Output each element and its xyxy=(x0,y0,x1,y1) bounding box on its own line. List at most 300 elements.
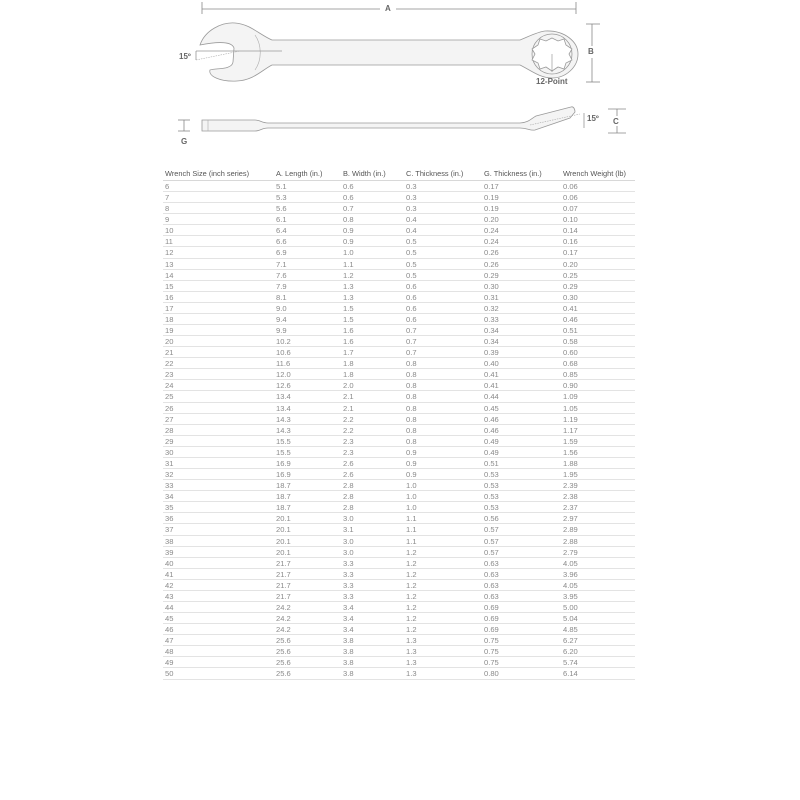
cell-g-thickness: 0.32 xyxy=(484,303,499,313)
dimension-label-a: A xyxy=(385,4,391,13)
cell-wrench-size: 40 xyxy=(165,558,174,568)
cell-wrench-size: 49 xyxy=(165,658,174,668)
cell-width: 2.2 xyxy=(343,414,354,424)
cell-weight: 2.89 xyxy=(563,525,578,535)
cell-length: 7.6 xyxy=(276,270,287,280)
cell-g-thickness: 0.26 xyxy=(484,259,499,269)
cell-length: 9.0 xyxy=(276,303,287,313)
cell-g-thickness: 0.45 xyxy=(484,403,499,413)
cell-wrench-size: 39 xyxy=(165,547,174,557)
cell-wrench-size: 35 xyxy=(165,503,174,513)
cell-width: 2.8 xyxy=(343,492,354,502)
table-row xyxy=(163,203,635,214)
cell-c-thickness: 0.8 xyxy=(406,414,417,424)
header-width: B. Width (in.) xyxy=(343,169,386,178)
cell-c-thickness: 1.2 xyxy=(406,602,417,612)
cell-width: 3.4 xyxy=(343,602,354,612)
table-row xyxy=(163,558,635,569)
cell-c-thickness: 1.3 xyxy=(406,636,417,646)
cell-wrench-size: 23 xyxy=(165,370,174,380)
cell-g-thickness: 0.20 xyxy=(484,215,499,225)
cell-wrench-size: 8 xyxy=(165,204,170,214)
cell-weight: 0.07 xyxy=(563,204,578,214)
cell-length: 5.1 xyxy=(276,182,287,191)
cell-g-thickness: 0.49 xyxy=(484,436,499,446)
cell-length: 18.7 xyxy=(276,503,291,513)
cell-length: 24.2 xyxy=(276,625,291,635)
cell-length: 9.9 xyxy=(276,326,287,336)
cell-c-thickness: 0.7 xyxy=(406,326,417,336)
cell-weight: 3.96 xyxy=(563,569,578,579)
cell-length: 14.3 xyxy=(276,414,291,424)
cell-length: 8.1 xyxy=(276,292,287,302)
table-row xyxy=(163,624,635,635)
cell-width: 3.1 xyxy=(343,525,354,535)
cell-weight: 0.20 xyxy=(563,259,578,269)
cell-c-thickness: 0.4 xyxy=(406,226,417,236)
cell-g-thickness: 0.53 xyxy=(484,481,499,491)
cell-width: 0.9 xyxy=(343,226,354,236)
cell-c-thickness: 1.2 xyxy=(406,580,417,590)
cell-width: 3.3 xyxy=(343,569,354,579)
cell-width: 2.6 xyxy=(343,458,354,468)
dimension-label-b: B xyxy=(588,47,594,56)
cell-weight: 0.25 xyxy=(563,270,578,280)
table-row xyxy=(163,214,635,225)
cell-wrench-size: 14 xyxy=(165,270,174,280)
cell-g-thickness: 0.24 xyxy=(484,237,499,247)
cell-g-thickness: 0.26 xyxy=(484,248,499,258)
cell-length: 16.9 xyxy=(276,470,291,480)
cell-length: 15.5 xyxy=(276,436,291,446)
cell-weight: 1.59 xyxy=(563,436,578,446)
cell-g-thickness: 0.19 xyxy=(484,204,499,214)
cell-width: 3.4 xyxy=(343,614,354,624)
cell-width: 1.6 xyxy=(343,337,354,347)
cell-c-thickness: 0.9 xyxy=(406,458,417,468)
cell-c-thickness: 1.2 xyxy=(406,614,417,624)
cell-length: 10.6 xyxy=(276,348,291,358)
cell-width: 2.1 xyxy=(343,392,354,402)
table-row xyxy=(163,425,635,436)
cell-width: 1.3 xyxy=(343,281,354,291)
open-end-angle-label: 15º xyxy=(179,52,191,61)
cell-length: 12.0 xyxy=(276,370,291,380)
cell-g-thickness: 0.69 xyxy=(484,602,499,612)
cell-wrench-size: 37 xyxy=(165,525,174,535)
cell-weight: 5.04 xyxy=(563,614,578,624)
cell-weight: 0.29 xyxy=(563,281,578,291)
cell-c-thickness: 0.6 xyxy=(406,281,417,291)
cell-width: 0.7 xyxy=(343,204,354,214)
cell-g-thickness: 0.69 xyxy=(484,625,499,635)
cell-c-thickness: 0.5 xyxy=(406,270,417,280)
cell-weight: 5.74 xyxy=(563,658,578,668)
cell-g-thickness: 0.63 xyxy=(484,569,499,579)
cell-wrench-size: 26 xyxy=(165,403,174,413)
table-row xyxy=(163,524,635,535)
cell-wrench-size: 36 xyxy=(165,514,174,524)
table-row xyxy=(163,247,635,258)
cell-length: 21.7 xyxy=(276,580,291,590)
box-end-angle-label: 15º xyxy=(587,114,599,123)
cell-g-thickness: 0.44 xyxy=(484,392,499,402)
cell-width: 2.1 xyxy=(343,403,354,413)
table-row xyxy=(163,447,635,458)
cell-g-thickness: 0.75 xyxy=(484,647,499,657)
cell-length: 6.6 xyxy=(276,237,287,247)
table-row xyxy=(163,314,635,325)
cell-width: 1.6 xyxy=(343,326,354,336)
cell-weight: 0.30 xyxy=(563,292,578,302)
cell-weight: 1.19 xyxy=(563,414,578,424)
table-row xyxy=(163,668,635,679)
cell-g-thickness: 0.53 xyxy=(484,503,499,513)
cell-c-thickness: 0.5 xyxy=(406,237,417,247)
wrench-spec-table xyxy=(163,167,635,680)
cell-c-thickness: 1.3 xyxy=(406,669,417,679)
cell-length: 18.7 xyxy=(276,492,291,502)
table-row xyxy=(163,403,635,414)
cell-wrench-size: 47 xyxy=(165,636,174,646)
table-row xyxy=(163,181,635,192)
cell-weight: 0.16 xyxy=(563,237,578,247)
table-row xyxy=(163,358,635,369)
cell-width: 2.2 xyxy=(343,425,354,435)
table-row xyxy=(163,569,635,580)
cell-wrench-size: 32 xyxy=(165,470,174,480)
cell-weight: 0.68 xyxy=(563,359,578,369)
cell-g-thickness: 0.24 xyxy=(484,226,499,236)
cell-width: 3.0 xyxy=(343,547,354,557)
cell-length: 24.2 xyxy=(276,614,291,624)
cell-c-thickness: 0.5 xyxy=(406,259,417,269)
cell-wrench-size: 22 xyxy=(165,359,174,369)
cell-c-thickness: 0.6 xyxy=(406,292,417,302)
cell-weight: 0.51 xyxy=(563,326,578,336)
cell-wrench-size: 38 xyxy=(165,536,174,546)
cell-g-thickness: 0.33 xyxy=(484,314,499,324)
cell-weight: 2.39 xyxy=(563,481,578,491)
cell-weight: 0.17 xyxy=(563,248,578,258)
cell-length: 18.7 xyxy=(276,481,291,491)
cell-width: 3.3 xyxy=(343,591,354,601)
cell-width: 1.8 xyxy=(343,370,354,380)
cell-weight: 5.00 xyxy=(563,602,578,612)
table-row xyxy=(163,547,635,558)
cell-c-thickness: 0.3 xyxy=(406,204,417,214)
wrench-drawing-icon xyxy=(0,0,800,160)
cell-g-thickness: 0.75 xyxy=(484,636,499,646)
table-row xyxy=(163,391,635,402)
cell-g-thickness: 0.53 xyxy=(484,470,499,480)
cell-g-thickness: 0.19 xyxy=(484,193,499,203)
cell-wrench-size: 45 xyxy=(165,614,174,624)
cell-width: 1.8 xyxy=(343,359,354,369)
cell-g-thickness: 0.75 xyxy=(484,658,499,668)
dimension-label-c: C xyxy=(613,117,619,126)
cell-weight: 1.88 xyxy=(563,458,578,468)
cell-length: 25.6 xyxy=(276,669,291,679)
table-row xyxy=(163,502,635,513)
cell-g-thickness: 0.63 xyxy=(484,580,499,590)
cell-wrench-size: 30 xyxy=(165,447,174,457)
cell-width: 3.3 xyxy=(343,580,354,590)
cell-wrench-size: 43 xyxy=(165,591,174,601)
cell-wrench-size: 48 xyxy=(165,647,174,657)
cell-c-thickness: 1.2 xyxy=(406,591,417,601)
cell-g-thickness: 0.41 xyxy=(484,381,499,391)
cell-weight: 1.56 xyxy=(563,447,578,457)
cell-width: 3.3 xyxy=(343,558,354,568)
cell-weight: 0.60 xyxy=(563,348,578,358)
cell-width: 0.6 xyxy=(343,193,354,203)
table-row xyxy=(163,347,635,358)
cell-wrench-size: 24 xyxy=(165,381,174,391)
cell-wrench-size: 28 xyxy=(165,425,174,435)
cell-wrench-size: 27 xyxy=(165,414,174,424)
cell-weight: 0.06 xyxy=(563,182,578,191)
cell-length: 5.6 xyxy=(276,204,287,214)
table-body xyxy=(163,181,635,680)
cell-width: 1.1 xyxy=(343,259,354,269)
cell-length: 20.1 xyxy=(276,525,291,535)
table-row xyxy=(163,336,635,347)
cell-g-thickness: 0.17 xyxy=(484,182,499,191)
cell-g-thickness: 0.34 xyxy=(484,337,499,347)
table-row xyxy=(163,469,635,480)
table-row xyxy=(163,281,635,292)
cell-weight: 4.85 xyxy=(563,625,578,635)
cell-g-thickness: 0.40 xyxy=(484,359,499,369)
cell-c-thickness: 1.3 xyxy=(406,658,417,668)
cell-g-thickness: 0.39 xyxy=(484,348,499,358)
cell-g-thickness: 0.80 xyxy=(484,669,499,679)
cell-g-thickness: 0.63 xyxy=(484,558,499,568)
cell-weight: 0.06 xyxy=(563,193,578,203)
cell-wrench-size: 9 xyxy=(165,215,170,225)
cell-weight: 2.38 xyxy=(563,492,578,502)
cell-width: 3.0 xyxy=(343,514,354,524)
cell-c-thickness: 0.8 xyxy=(406,392,417,402)
cell-length: 21.7 xyxy=(276,569,291,579)
table-row xyxy=(163,270,635,281)
cell-wrench-size: 20 xyxy=(165,337,174,347)
cell-weight: 2.79 xyxy=(563,547,578,557)
table-row xyxy=(163,259,635,270)
cell-weight: 0.41 xyxy=(563,303,578,313)
cell-c-thickness: 0.5 xyxy=(406,248,417,258)
cell-length: 21.7 xyxy=(276,558,291,568)
cell-c-thickness: 1.1 xyxy=(406,525,417,535)
cell-width: 2.3 xyxy=(343,447,354,457)
cell-length: 13.4 xyxy=(276,392,291,402)
cell-wrench-size: 41 xyxy=(165,569,174,579)
cell-g-thickness: 0.57 xyxy=(484,525,499,535)
cell-c-thickness: 0.6 xyxy=(406,314,417,324)
cell-width: 2.8 xyxy=(343,481,354,491)
table-header-row xyxy=(163,167,635,181)
cell-c-thickness: 0.6 xyxy=(406,303,417,313)
cell-width: 0.6 xyxy=(343,182,354,191)
cell-c-thickness: 1.0 xyxy=(406,492,417,502)
cell-width: 3.0 xyxy=(343,536,354,546)
table-row xyxy=(163,602,635,613)
cell-g-thickness: 0.30 xyxy=(484,281,499,291)
cell-weight: 0.58 xyxy=(563,337,578,347)
cell-g-thickness: 0.69 xyxy=(484,614,499,624)
cell-weight: 0.85 xyxy=(563,370,578,380)
cell-length: 20.1 xyxy=(276,547,291,557)
cell-g-thickness: 0.34 xyxy=(484,326,499,336)
cell-length: 25.6 xyxy=(276,647,291,657)
cell-width: 1.3 xyxy=(343,292,354,302)
cell-c-thickness: 1.3 xyxy=(406,647,417,657)
header-weight: Wrench Weight (lb) xyxy=(563,169,626,178)
cell-wrench-size: 31 xyxy=(165,458,174,468)
cell-length: 25.6 xyxy=(276,658,291,668)
cell-g-thickness: 0.57 xyxy=(484,547,499,557)
cell-weight: 6.20 xyxy=(563,647,578,657)
cell-g-thickness: 0.31 xyxy=(484,292,499,302)
cell-c-thickness: 1.2 xyxy=(406,547,417,557)
header-g-thickness: G. Thickness (in.) xyxy=(484,169,542,178)
cell-length: 6.4 xyxy=(276,226,287,236)
table-row xyxy=(163,292,635,303)
cell-width: 0.9 xyxy=(343,237,354,247)
cell-weight: 0.14 xyxy=(563,226,578,236)
cell-weight: 1.05 xyxy=(563,403,578,413)
table-row xyxy=(163,480,635,491)
table-row xyxy=(163,657,635,668)
cell-weight: 1.95 xyxy=(563,470,578,480)
cell-c-thickness: 0.8 xyxy=(406,403,417,413)
table-row xyxy=(163,303,635,314)
cell-length: 12.6 xyxy=(276,381,291,391)
table-row xyxy=(163,591,635,602)
cell-c-thickness: 1.2 xyxy=(406,558,417,568)
cell-width: 1.2 xyxy=(343,270,354,280)
cell-width: 2.8 xyxy=(343,503,354,513)
cell-width: 2.3 xyxy=(343,436,354,446)
cell-length: 14.3 xyxy=(276,425,291,435)
cell-g-thickness: 0.29 xyxy=(484,270,499,280)
cell-length: 25.6 xyxy=(276,636,291,646)
cell-wrench-size: 33 xyxy=(165,481,174,491)
table-row xyxy=(163,192,635,203)
table-row xyxy=(163,536,635,547)
cell-c-thickness: 0.8 xyxy=(406,359,417,369)
cell-wrench-size: 7 xyxy=(165,193,170,203)
cell-weight: 3.95 xyxy=(563,591,578,601)
cell-length: 6.1 xyxy=(276,215,287,225)
cell-length: 6.9 xyxy=(276,248,287,258)
cell-c-thickness: 1.0 xyxy=(406,481,417,491)
twelve-point-label: 12-Point xyxy=(536,77,568,86)
cell-weight: 0.90 xyxy=(563,381,578,391)
cell-length: 24.2 xyxy=(276,602,291,612)
cell-c-thickness: 0.7 xyxy=(406,337,417,347)
cell-weight: 6.27 xyxy=(563,636,578,646)
cell-wrench-size: 34 xyxy=(165,492,174,502)
cell-width: 1.5 xyxy=(343,314,354,324)
cell-length: 7.9 xyxy=(276,281,287,291)
cell-length: 5.3 xyxy=(276,193,287,203)
cell-weight: 2.97 xyxy=(563,514,578,524)
cell-c-thickness: 0.3 xyxy=(406,182,417,191)
table-row xyxy=(163,513,635,524)
cell-width: 3.8 xyxy=(343,669,354,679)
header-wrench-size: Wrench Size (inch series) xyxy=(165,169,250,178)
cell-length: 20.1 xyxy=(276,536,291,546)
cell-wrench-size: 15 xyxy=(165,281,174,291)
cell-wrench-size: 10 xyxy=(165,226,174,236)
cell-width: 3.8 xyxy=(343,636,354,646)
cell-c-thickness: 1.0 xyxy=(406,503,417,513)
cell-g-thickness: 0.53 xyxy=(484,492,499,502)
cell-g-thickness: 0.63 xyxy=(484,591,499,601)
table-row xyxy=(163,580,635,591)
cell-width: 1.0 xyxy=(343,248,354,258)
table-row xyxy=(163,414,635,425)
cell-g-thickness: 0.46 xyxy=(484,414,499,424)
cell-weight: 2.88 xyxy=(563,536,578,546)
cell-c-thickness: 0.8 xyxy=(406,436,417,446)
cell-c-thickness: 1.2 xyxy=(406,625,417,635)
cell-wrench-size: 11 xyxy=(165,237,173,247)
cell-length: 13.4 xyxy=(276,403,291,413)
cell-width: 2.6 xyxy=(343,470,354,480)
cell-length: 16.9 xyxy=(276,458,291,468)
cell-c-thickness: 1.1 xyxy=(406,514,417,524)
table-row xyxy=(163,225,635,236)
cell-c-thickness: 0.9 xyxy=(406,447,417,457)
cell-c-thickness: 0.3 xyxy=(406,193,417,203)
cell-wrench-size: 16 xyxy=(165,292,174,302)
cell-length: 7.1 xyxy=(276,259,287,269)
table-row xyxy=(163,236,635,247)
cell-weight: 6.14 xyxy=(563,669,578,679)
cell-wrench-size: 50 xyxy=(165,669,174,679)
table-row xyxy=(163,369,635,380)
cell-wrench-size: 12 xyxy=(165,248,174,258)
header-c-thickness: C. Thickness (in.) xyxy=(406,169,464,178)
table-row xyxy=(163,491,635,502)
cell-wrench-size: 6 xyxy=(165,182,170,191)
cell-weight: 0.46 xyxy=(563,314,578,324)
cell-width: 2.0 xyxy=(343,381,354,391)
cell-weight: 0.10 xyxy=(563,215,578,225)
cell-length: 11.6 xyxy=(276,359,291,369)
cell-c-thickness: 1.2 xyxy=(406,569,417,579)
cell-c-thickness: 0.8 xyxy=(406,381,417,391)
cell-weight: 1.09 xyxy=(563,392,578,402)
header-length: A. Length (in.) xyxy=(276,169,323,178)
cell-c-thickness: 0.9 xyxy=(406,470,417,480)
cell-g-thickness: 0.57 xyxy=(484,536,499,546)
cell-wrench-size: 18 xyxy=(165,314,174,324)
cell-wrench-size: 17 xyxy=(165,303,174,313)
cell-length: 15.5 xyxy=(276,447,291,457)
cell-g-thickness: 0.51 xyxy=(484,458,499,468)
cell-width: 3.4 xyxy=(343,625,354,635)
table-row xyxy=(163,458,635,469)
cell-wrench-size: 44 xyxy=(165,602,174,612)
cell-weight: 2.37 xyxy=(563,503,578,513)
cell-weight: 1.17 xyxy=(563,425,578,435)
cell-length: 9.4 xyxy=(276,314,287,324)
cell-c-thickness: 0.7 xyxy=(406,348,417,358)
